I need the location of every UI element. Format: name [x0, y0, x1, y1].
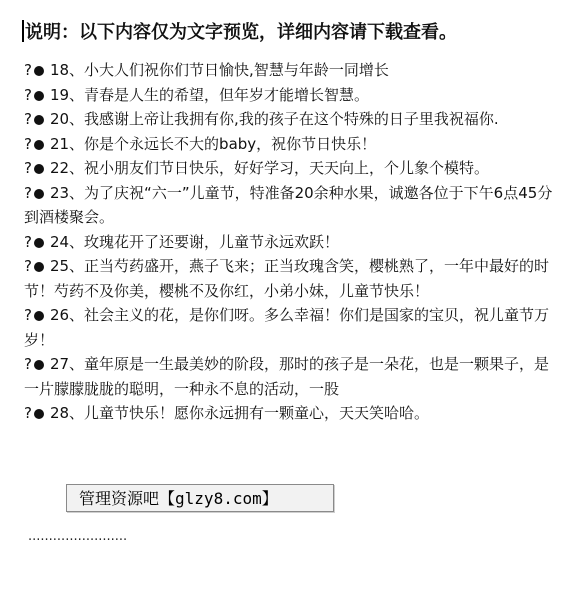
bullet-marker [24, 159, 50, 177]
bullet-question-mark: ? [24, 232, 32, 251]
list-item-text: 18、小大人们祝你们节日愉快,智慧与年龄一同增长 [49, 61, 389, 79]
bullet-dot-icon [34, 115, 44, 125]
list-item [24, 230, 554, 255]
list-item-text: 21、你是个永远长不大的baby，祝你节日快乐！ [49, 134, 377, 153]
list-item-text: 28、儿童节快乐！愿你永远拥有一颗童心，天天笑哈哈。 [49, 404, 430, 422]
bullet-question-mark: ? [24, 85, 32, 104]
bullet-dot-icon [34, 311, 44, 321]
bullet-marker [24, 233, 50, 251]
list-item-text: 22、祝小朋友们节日快乐，好好学习，天天向上，个儿象个模特。 [49, 159, 490, 177]
bullet-dot-icon [34, 409, 44, 419]
preview-notice-text: 说明：以下内容仅为文字预览，详细内容请下载查看。 [25, 22, 457, 43]
bullet-marker [24, 61, 50, 79]
bullet-marker [24, 404, 50, 422]
bullet-marker [24, 306, 50, 324]
bullet-dot-icon [34, 238, 44, 248]
watermark-bracket-open: 【 [159, 489, 176, 508]
list-item-text: 19、青春是人生的希望，但年岁才能增长智慧。 [49, 85, 370, 104]
list-item [24, 254, 554, 303]
bullet-dot-icon [34, 189, 44, 199]
watermark-label: 管理资源吧 [79, 489, 160, 508]
bullet-marker [24, 135, 50, 153]
bullet-dot-icon [34, 91, 44, 101]
list-item-text: 25、正当芍药盛开，燕子飞来；正当玫瑰含笑，樱桃熟了，一年中最好的时节！芍药不及你美，樱桃不及你红，小弟小妹，儿童节快乐！ [24, 257, 550, 300]
bullet-dot-icon [34, 360, 44, 370]
watermark-site: glzy8.com [175, 489, 262, 508]
bullet-dot-icon [34, 66, 44, 76]
bullet-question-mark: ? [24, 306, 32, 324]
bullet-dot-icon [34, 262, 44, 272]
bullet-question-mark: ? [24, 355, 32, 373]
list-item [24, 303, 554, 352]
bullet-marker [24, 257, 50, 275]
bullet-question-mark: ? [24, 404, 32, 422]
list-item [24, 58, 554, 83]
bullet-marker [24, 86, 50, 104]
bullet-dot-icon [34, 140, 44, 150]
list-item [24, 132, 554, 157]
bullet-marker [24, 355, 50, 373]
list-item-text: 20、我感谢上帝让我拥有你,我的孩子在这个特殊的日子里我祝福你. [49, 110, 499, 128]
bullet-question-mark: ? [24, 257, 32, 275]
list-item-text: 23、为了庆祝“六一”儿童节，特准备20余种水果，诚邀各位于下午6点45分到酒楼聚会。 [24, 183, 553, 226]
watermark-bracket-close: 】 [261, 489, 278, 508]
bullet-question-mark: ? [24, 183, 32, 202]
list-item [24, 83, 554, 108]
list-item [24, 401, 554, 426]
trailing-dots: ························ [28, 533, 128, 548]
list-item-text: 24、玫瑰花开了还要谢，儿童节永远欢跃！ [49, 232, 340, 251]
bullet-dot-icon [34, 164, 44, 174]
bullet-marker [24, 110, 50, 128]
list-item [24, 181, 554, 230]
bullet-question-mark: ? [24, 61, 32, 79]
document-body [24, 58, 554, 426]
preview-notice [22, 18, 457, 44]
list-item-text: 27、童年原是一生最美妙的阶段，那时的孩子是一朵花，也是一颗果子，是一片朦朦胧胧的聪明，一种永不息的活动，一股 [24, 355, 550, 398]
watermark-banner [66, 484, 334, 512]
list-item [24, 352, 554, 401]
list-item-text: 26、社会主义的花，是你们呀。多么幸福！你们是国家的宝贝，祝儿童节万岁！ [24, 306, 550, 349]
text-cursor [22, 20, 24, 42]
bullet-question-mark: ? [24, 134, 32, 153]
list-item [24, 107, 554, 132]
bullet-question-mark: ? [24, 159, 32, 177]
bullet-question-mark: ? [24, 110, 32, 128]
list-item [24, 156, 554, 181]
bullet-marker [24, 184, 50, 202]
